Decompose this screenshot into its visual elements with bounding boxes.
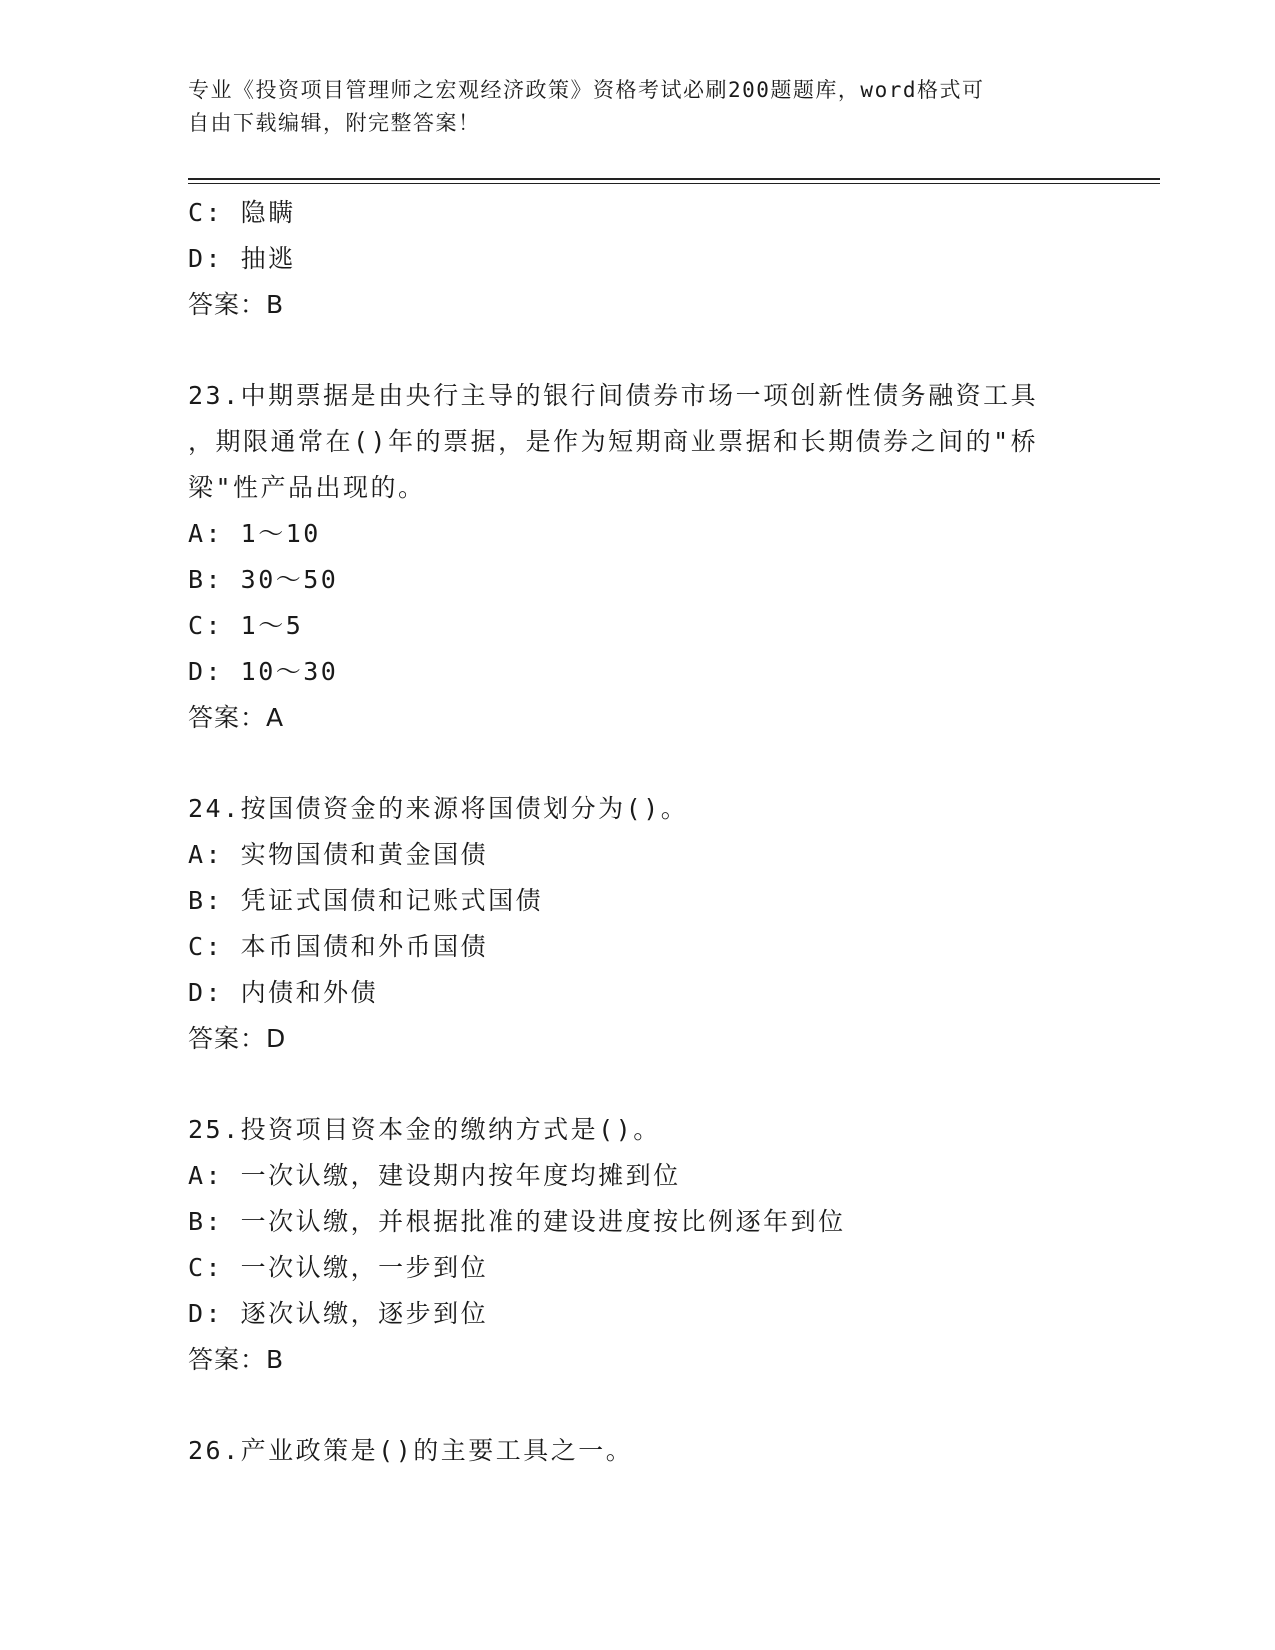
option-c: C: 本币国债和外币国债 [188, 932, 489, 961]
answer-line: 答案：A [188, 703, 285, 732]
question-text-line: 梁"性产品出现的。 [188, 473, 426, 502]
page-header [188, 74, 1088, 140]
option-a: A: 实物国债和黄金国债 [188, 840, 489, 869]
option-a: A: 1～10 [188, 519, 321, 548]
header-divider-thin [188, 183, 1160, 184]
option-a: A: 一次认缴，建设期内按年度均摊到位 [188, 1161, 681, 1190]
answer-line: 答案：B [188, 1345, 285, 1374]
question-text-line: 23.中期票据是由央行主导的银行间债券市场一项创新性债务融资工具 [188, 381, 1039, 410]
spacer [188, 1383, 1088, 1428]
option-d: D: 抽逃 [188, 244, 296, 273]
answer-line: 答案：B [188, 290, 285, 319]
answer-line: 答案：D [188, 1024, 287, 1053]
question-23 [188, 373, 1088, 741]
option-c: C: 1～5 [188, 611, 304, 640]
option-c: C: 隐瞒 [188, 198, 296, 227]
option-b: B: 30～50 [188, 565, 339, 594]
header-title-line-2: 自由下载编辑，附完整答案！ [188, 111, 481, 135]
question-list [188, 190, 1088, 1474]
question-22-tail [188, 190, 1088, 328]
question-text: 26.产业政策是()的主要工具之一。 [188, 1436, 634, 1465]
option-d: D: 逐次认缴，逐步到位 [188, 1299, 489, 1328]
header-divider-thick [188, 178, 1160, 180]
option-d: D: 10～30 [188, 657, 339, 686]
spacer [188, 741, 1088, 786]
spacer [188, 1062, 1088, 1107]
question-text: 25.投资项目资本金的缴纳方式是()。 [188, 1115, 661, 1144]
question-25 [188, 1107, 1088, 1383]
question-26 [188, 1428, 1088, 1474]
header-title-line-1: 专业《投资项目管理师之宏观经济政策》资格考试必刷200题题库，word格式可 [188, 78, 985, 102]
option-b: B: 一次认缴，并根据批准的建设进度按比例逐年到位 [188, 1207, 846, 1236]
option-d: D: 内债和外债 [188, 978, 379, 1007]
option-c: C: 一次认缴，一步到位 [188, 1253, 489, 1282]
question-text-line: ，期限通常在()年的票据，是作为短期商业票据和长期债券之间的"桥 [188, 427, 1039, 456]
option-b: B: 凭证式国债和记账式国债 [188, 886, 544, 915]
spacer [188, 328, 1088, 373]
question-text: 24.按国债资金的来源将国债划分为()。 [188, 794, 689, 823]
question-24 [188, 786, 1088, 1062]
